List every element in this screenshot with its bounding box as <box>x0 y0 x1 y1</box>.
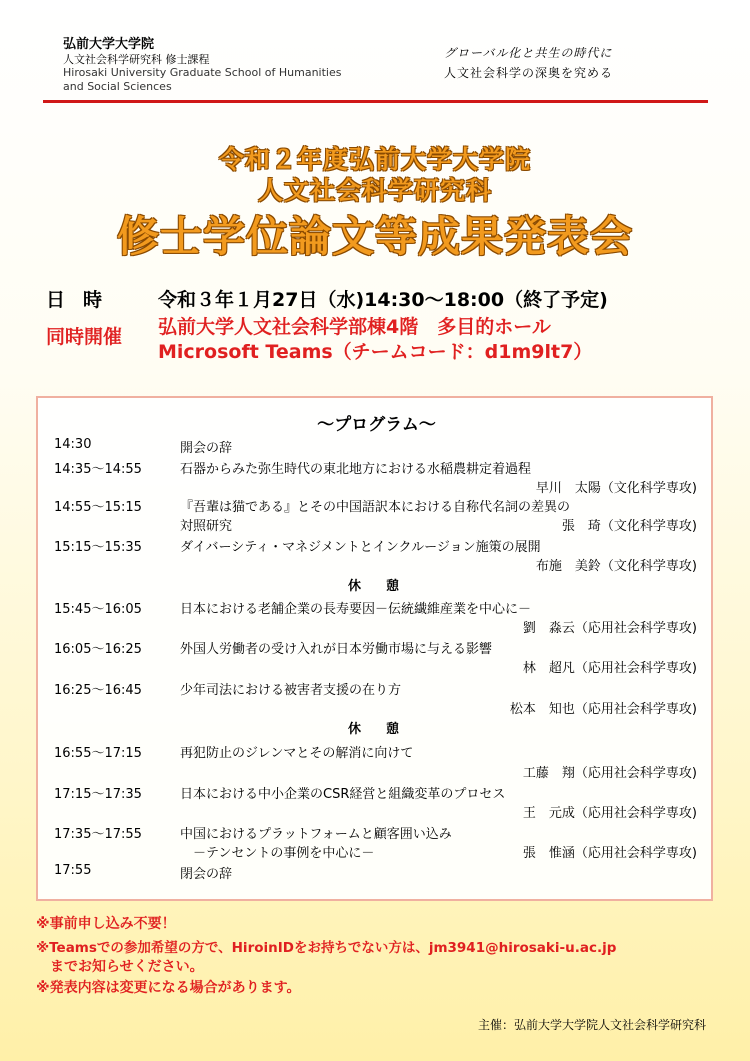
program-row-time: 14:55～15:15 <box>54 500 142 515</box>
program-row-time: 16:25～16:45 <box>54 683 142 698</box>
header-slogan-line2: 人文社会科学の深奥を究める <box>444 66 614 80</box>
note-no-registration: ※事前申し込み不要！ <box>36 916 176 932</box>
program-row-presenter: 張 惟涵（応用社会科学専攻) <box>522 846 697 861</box>
venue-teams: Microsoft Teams（チームコード：d1m9lt7） <box>158 341 593 363</box>
program-break: 休 憩 <box>347 722 405 737</box>
program-row-text: ダイバーシティ・マネジメントとインクルージョン施策の展開 <box>180 540 541 555</box>
program-row-time: 17:15～17:35 <box>54 787 142 802</box>
note-teams: ※Teamsでの参加希望の方で、HiroinIDをお持ちでない方は、jm3941@hirosaki-u.ac.jp <box>36 940 617 956</box>
program-row-text: 中国におけるプラットフォームと顧客囲い込み <box>180 827 452 842</box>
header-english-line1: Hirosaki University Graduate School of Humanities <box>63 66 342 79</box>
program-row-text-cont: 対照研究 <box>180 519 233 534</box>
program-row-text: 開会の辞 <box>180 441 233 456</box>
program-row-presenter: 布施 美鈴（文化科学専攻) <box>535 559 697 574</box>
program-row-time: 16:55～17:15 <box>54 746 142 761</box>
program-row-text: 閉会の辞 <box>180 867 233 882</box>
note-changes: ※発表内容は変更になる場合があります。 <box>36 980 301 996</box>
program-row-presenter: 王 元成（応用社会科学専攻) <box>522 806 697 821</box>
program-row-text: 外国人労働者の受け入れが日本労働市場に与える影響 <box>180 642 493 657</box>
header-slogan-line1: グローバル化と共生の時代に <box>444 46 613 60</box>
program-row-time: 14:35～14:55 <box>54 462 142 477</box>
venue-label: 同時開催 <box>46 326 123 348</box>
title-line1: 令和２年度弘前大学大学院 <box>218 145 531 174</box>
program-row-presenter: 林 超凡（応用社会科学専攻) <box>522 661 697 676</box>
header-university: 弘前大学大学院 <box>63 37 155 52</box>
date-value: 令和３年１月27日（水)14:30～18:00（終了予定) <box>158 289 608 311</box>
program-title: ～プログラム～ <box>317 415 436 435</box>
program-row-presenter: 工藤 翔（応用社会科学専攻) <box>522 766 697 781</box>
sponsor: 主催：弘前大学大学院人文社会科学研究科 <box>477 1018 706 1032</box>
program-row-time: 17:55 <box>54 863 92 878</box>
program-row-presenter: 張 琦（文化科学専攻) <box>561 519 697 534</box>
program-row-time: 15:15～15:35 <box>54 540 142 555</box>
program-row-text: 少年司法における被害者支援の在り方 <box>180 683 402 698</box>
note-teams-cont: までお知らせください。 <box>36 959 204 975</box>
program-row-presenter: 劉 淼云（応用社会科学専攻) <box>522 621 697 636</box>
program-box <box>36 396 713 901</box>
program-row-text-cont: －テンセントの事例を中心に－ <box>193 846 375 861</box>
program-row-text: 再犯防止のジレンマとその解消に向けて <box>180 746 414 761</box>
main-title: 修士学位論文等成果発表会 <box>116 212 633 261</box>
program-row-text: 日本における中小企業のCSR経営と組織変革のプロセス <box>180 787 506 802</box>
header-english-line2: and Social Sciences <box>63 80 172 93</box>
program-row-time: 17:35～17:55 <box>54 827 142 842</box>
program-break: 休 憩 <box>347 579 405 594</box>
program-row-time: 15:45～16:05 <box>54 602 142 617</box>
header-divider <box>43 100 708 103</box>
program-row-presenter: 松本 知也（応用社会科学専攻) <box>509 702 697 717</box>
date-label: 日時 <box>46 289 121 311</box>
program-row-text: 日本における老舗企業の長寿要因－伝統繊維産業を中心に－ <box>180 602 532 617</box>
program-row-time: 14:30 <box>54 437 92 452</box>
program-row-time: 16:05～16:25 <box>54 642 142 657</box>
title-line2: 人文社会科学研究科 <box>257 176 492 205</box>
venue-hall: 弘前大学人文社会科学部棟4階 多目的ホール <box>158 316 551 338</box>
program-row-presenter: 早川 太陽（文化科学専攻) <box>535 481 697 496</box>
header-department: 人文社会科学研究科 修士課程 <box>63 53 210 66</box>
program-row-text: 『吾輩は猫である』とその中国語訳本における自称代名詞の差異の <box>180 500 571 515</box>
program-row-text: 石器からみた弥生時代の東北地方における水稲農耕定着過程 <box>180 462 532 477</box>
